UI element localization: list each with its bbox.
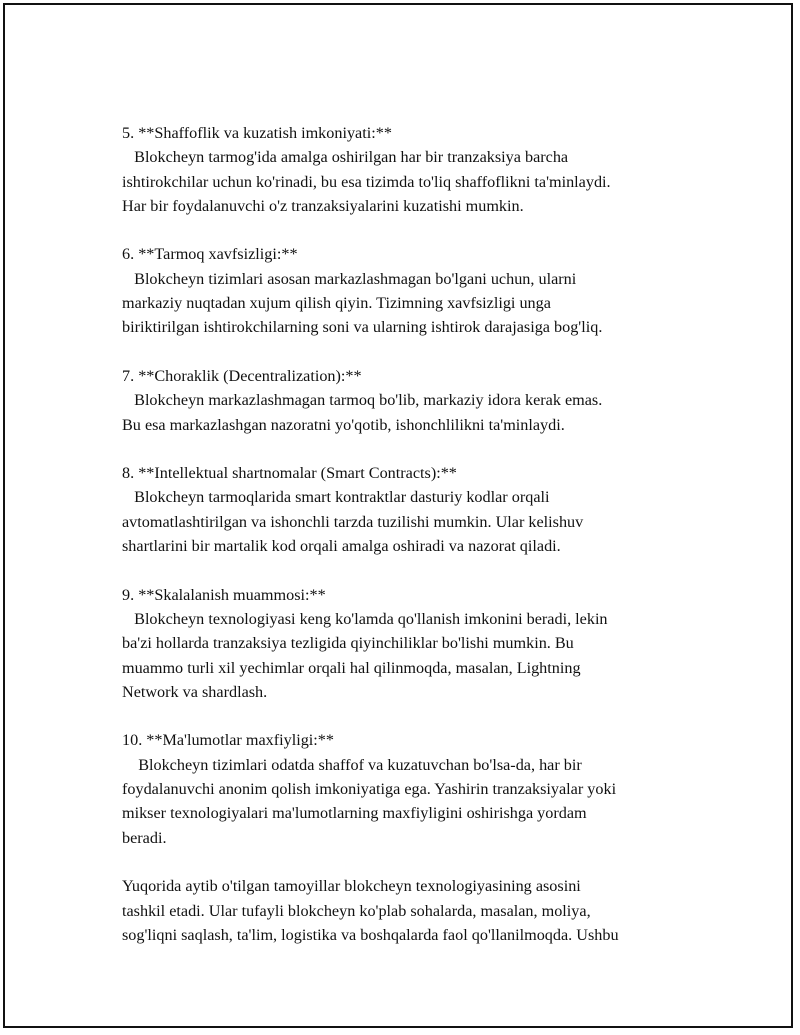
- paragraph-line: ba'zi hollarda tranzaksiya tezligida qiyinchiliklar bo'lishi mumkin. Bu: [122, 634, 574, 653]
- page-frame: [3, 3, 793, 1028]
- blank-line: [122, 558, 697, 582]
- paragraph-line: Blokcheyn tarmog'ida amalga oshirilgan har bir tranzaksiya barcha: [122, 148, 569, 167]
- section-heading: 8. **Intellektual shartnomalar (Smart Contracts):**: [122, 464, 457, 483]
- paragraph-line: tashkil etadi. Ular tufayli blokcheyn ko'plab sohalarda, masalan, moliya,: [122, 901, 591, 920]
- section-heading: 9. **Skalalanish muammosi:**: [122, 585, 326, 604]
- paragraph-line: beradi.: [122, 828, 167, 847]
- paragraph-line: markaziy nuqtadan xujum qilish qiyin. Tizimning xavfsizligi unga: [122, 294, 551, 313]
- paragraph-line: Blokcheyn tarmoqlarida smart kontraktlar dasturiy kodlar orqali: [122, 488, 550, 507]
- paragraph-line: Blokcheyn markazlashmagan tarmoq bo'lib, markaziy idora kerak emas.: [122, 391, 603, 410]
- paragraph-line: foydalanuvchi anonim qolish imkoniyatiga ega. Yashirin tranzaksiyalar yoki: [122, 780, 617, 799]
- document-body: [122, 121, 697, 947]
- blank-line: [122, 437, 697, 461]
- paragraph-line: mikser texnologiyalari ma'lumotlarning maxfiyligini oshirishga yordam: [122, 804, 587, 823]
- paragraph-line: Bu esa markazlashgan nazoratni yo'qotib, ishonchlilikni ta'minlaydi.: [122, 415, 565, 434]
- paragraph-line: biriktirilgan ishtirokchilarning soni va ularning ishtirok darajasiga bog'liq.: [122, 318, 603, 337]
- paragraph-line: avtomatlashtirilgan va ishonchli tarzda tuzilishi mumkin. Ular kelishuv: [122, 512, 584, 531]
- closing-paragraph: [122, 874, 697, 947]
- blank-line: [122, 850, 697, 874]
- section-heading: 6. **Tarmoq xavfsizligi:**: [122, 245, 298, 264]
- paragraph-line: Yuqorida aytib o'tilgan tamoyillar blokcheyn texnologiyasining asosini: [122, 877, 581, 896]
- paragraph-line: shartlarini bir martalik kod orqali amalga oshiradi va nazorat qiladi.: [122, 537, 561, 556]
- paragraph-line: ishtirokchilar uchun ko'rinadi, bu esa tizimda to'liq shaffoflikni ta'minlaydi.: [122, 172, 611, 191]
- paragraph-line: Har bir foydalanuvchi o'z tranzaksiyalarini kuzatishi mumkin.: [122, 196, 524, 215]
- section-heading: 7. **Choraklik (Decentralization):**: [122, 366, 362, 385]
- section-heading: 10. **Ma'lumotlar maxfiyligi:**: [122, 731, 334, 750]
- section-10: [122, 728, 697, 849]
- paragraph-line: Blokcheyn tizimlari odatda shaffof va kuzatuvchan bo'lsa-da, har bir: [122, 755, 582, 774]
- section-7: [122, 364, 697, 437]
- paragraph-line: Blokcheyn texnologiyasi keng ko'lamda qo'llanish imkonini beradi, lekin: [122, 609, 608, 628]
- paragraph-line: Blokcheyn tizimlari asosan markazlashmagan bo'lgani uchun, ularni: [122, 269, 577, 288]
- blank-line: [122, 704, 697, 728]
- paragraph-line: sog'liqni saqlash, ta'lim, logistika va boshqalarda faol qo'llanilmoqda. Ushbu: [122, 925, 619, 944]
- blank-line: [122, 340, 697, 364]
- paragraph-line: muammo turli xil yechimlar orqali hal qilinmoqda, masalan, Lightning: [122, 658, 581, 677]
- section-heading: 5. **Shaffoflik va kuzatish imkoniyati:**: [122, 124, 392, 142]
- section-9: [122, 583, 697, 704]
- paragraph-line: Network va shardlash.: [122, 682, 268, 701]
- section-6: [122, 242, 697, 339]
- section-8: [122, 461, 697, 558]
- blank-line: [122, 218, 697, 242]
- section-5: [122, 121, 697, 218]
